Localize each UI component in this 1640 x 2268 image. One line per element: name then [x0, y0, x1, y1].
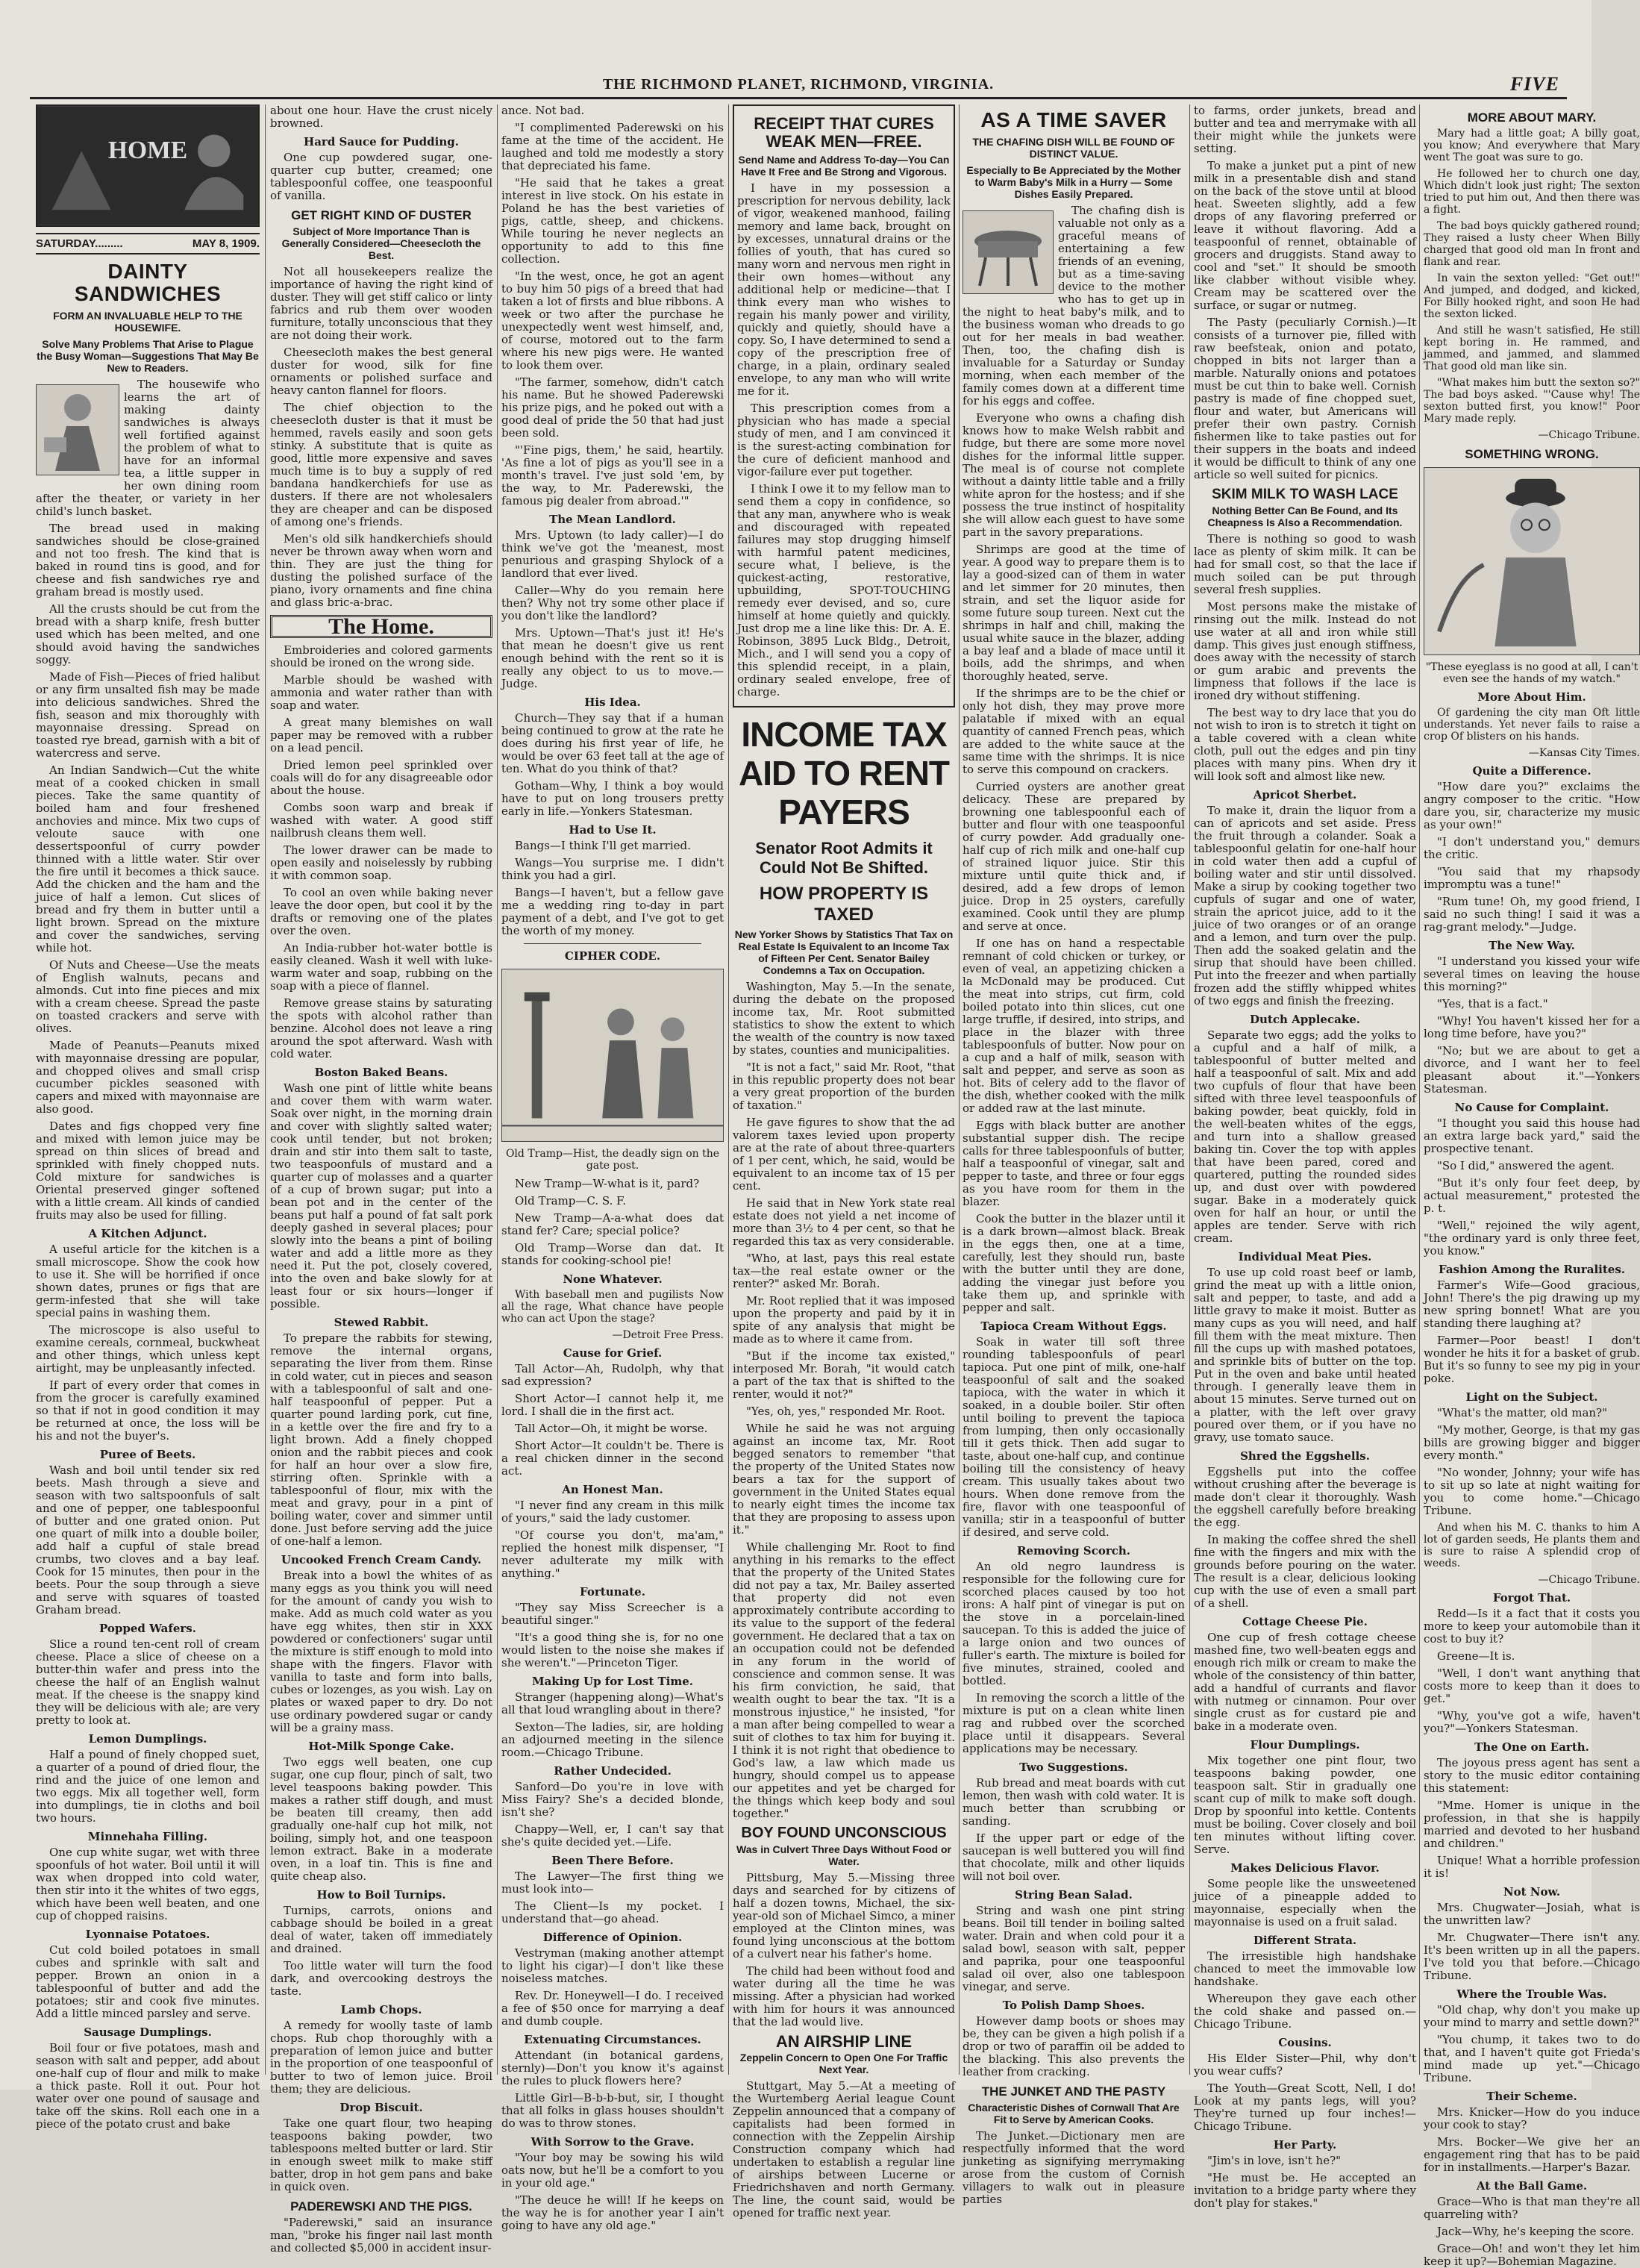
subhead: Different Strata. — [1253, 1934, 1357, 1947]
article-paragraph: "The deuce he will! If he keeps on the way he is for another year I ain't going to have any old age." — [501, 2193, 724, 2232]
poem: He followed her to church one day, Which didn't look just right; The sexton tried to put him out, And then there was a fight. — [1424, 168, 1640, 216]
article-paragraph: Combs soon warp and break if washed with water. A good stiff nailbrush cleans them well. — [270, 801, 492, 840]
headline-airship: AN AIRSHIP LINE — [775, 2032, 913, 2051]
subhead: Hot-Milk Sponge Cake. — [308, 1740, 454, 1753]
article-paragraph: Boil four or five potatoes, mash and season with salt and pepper, add about one-half cup of flour and milk to make a thick paste. Roll it out. Pour hot water over one pound of sausage and take off the skins. Roll each one in a piece of the potato crust and bake — [36, 2041, 260, 2131]
article-paragraph: Marble should be washed with ammonia and water rather than with soap and water. — [270, 673, 492, 712]
article-paragraph: Farmer's Wife—Good gracious, John! There's the pig drawing up my new spring bonnet! What are you standing there laughing at? — [1424, 1278, 1640, 1330]
article-paragraph: Wangs—You surprise me. I didn't think you had a girl. — [501, 856, 724, 882]
subhead: The One on Earth. — [1474, 1740, 1589, 1754]
article-paragraph: Mr. Chugwater—There isn't any. It's been written up in all the papers. I've told you that before.—Chicago Tribune. — [1424, 1931, 1640, 1982]
article-paragraph: Cheesecloth makes the best general duster for wood, silk for fine ornaments or polished surface and heavy canton flannel for floors. — [270, 346, 492, 397]
article-paragraph: Turnips, carrots, onions and cabbage should be boiled in a great deal of water, taken off immediately and drained. — [270, 1904, 492, 1955]
the-home-box — [270, 615, 492, 638]
subhead: A Kitchen Adjunct. — [88, 1227, 207, 1240]
poem-source: —Detroit Free Press. — [612, 1329, 724, 1341]
article-paragraph: If the shrimps are to be the chief or only hot dish, they may prove more palatable if mixed with an equal quantity of canned French peas, which are added to the white sauce at the same time with the shrimps. It is nice to serve this compound on crackers. — [963, 687, 1185, 776]
subhead: At the Ball Game. — [1476, 2179, 1588, 2193]
subhead: Stewed Rabbit. — [334, 1316, 429, 1329]
column-rule — [959, 104, 960, 2075]
article-paragraph: Washington, May 5.—In the senate, during the debate on the proposed income tax, Mr. Root submitted statistics to show the extent to which the wealth of the country is now taxed by states, counties and municipalities. — [733, 980, 955, 1057]
article-paragraph: The joyous press agent has sent a story to the music editor containing this statement: — [1424, 1756, 1640, 1795]
headline-something-wrong: SOMETHING WRONG. — [1465, 447, 1599, 461]
headline-boy-found: BOY FOUND UNCONSCIOUS — [741, 1825, 947, 1841]
article-paragraph: "Why, you've got a wife, haven't you?"—Yonkers Statesman. — [1424, 1709, 1640, 1735]
article-paragraph: There is nothing so good to wash lace as plenty of skim milk. It can be had for small cost, so that the lace if much soiled can be put through several fresh supplies. — [1194, 532, 1416, 596]
home-logo-text: HOME — [107, 137, 188, 165]
article-paragraph: "I thought you said this house had an extra large back yard," said the prospective tenant. — [1424, 1116, 1640, 1155]
subhead: No Cause for Complaint. — [1454, 1101, 1609, 1114]
column-rule — [728, 104, 729, 2075]
subhead: Tapioca Cream Without Eggs. — [980, 1319, 1167, 1333]
deck: HOW PROPERTY IS TAXED — [759, 884, 929, 925]
deck: Send Name and Address To-day—You Can Have It Free and Be Strong and Vigorous. — [738, 154, 950, 178]
article-paragraph: The bread used in making sandwiches should be close-grained and not too fresh. The kind that is baked in round tins is good, and for cheese and fish sandwiches rye and graham bread is mostly used. — [36, 522, 260, 599]
subhead: Apricot Sherbet. — [1253, 788, 1357, 802]
article-paragraph: "Paderewski," said an insurance man, "broke his finger nail last month and collected $5,000 in accident insur- — [270, 2216, 492, 2255]
subhead: Individual Meat Pies. — [1238, 1250, 1372, 1263]
subhead: Light on the Subject. — [1465, 1390, 1598, 1404]
article-paragraph: "No; but we are about to get a divorce, and I want her to feel pleasant about it."—Yonkers Statesman. — [1424, 1044, 1640, 1096]
article-paragraph: "Who, at last, pays this real estate tax—the real estate owner or the renter?" asked Mr. Borah. — [733, 1252, 955, 1290]
poem-source: —Kansas City Times. — [1528, 747, 1640, 759]
subhead: Had to Use It. — [569, 823, 657, 837]
article-paragraph: Short Actor—It couldn't be. There is a real chicken dinner in the second act. — [501, 1439, 724, 1478]
article-paragraph: The best way to dry lace that you do not wish to iron is to stretch it tight on a table covered with a clean white cloth, pull out the edges and pin tiny places with many pins. When dry it will look soft and almost like new. — [1194, 706, 1416, 783]
article-paragraph: Separate two eggs; add the yolks to a cupful and a half of milk, a tablespoonful of butter melted and half a teaspoonful of salt. Mix and add two cupfuls of flour that have been sifted with three level teaspoonfuls of baking powder, beat quickly, fold in the well-beaten whites of the eggs, and turn into a shallow greased baking tin. Cover the top with apples that have been pared, cored and quartered, putting the rounded sides up, and dust over with powdered sugar. Bake in a moderately quick oven for half an hour, or until the apples are tender. Serve with rich cream. — [1194, 1028, 1416, 1245]
article-paragraph: Grace—Oh! and won't they let him keep it up?—Bohemian Magazine. — [1424, 2242, 1640, 2268]
article-paragraph: Bangs—I haven't, but a fellow gave me a wedding ring to-day in part payment of a debt, and I've got to get the worth of my money. — [501, 886, 724, 937]
subhead: The New Way. — [1489, 939, 1575, 952]
subhead: Fashion Among the Ruralites. — [1439, 1263, 1625, 1276]
headline-dainty-sandwiches: DAINTY SANDWICHES — [74, 260, 222, 305]
poem: Mary had a little goat; A billy goat, you know; And everywhere that Mary went The goat was sure to go. — [1424, 128, 1640, 163]
subhead: Sausage Dumplings. — [84, 2025, 212, 2039]
article-paragraph: One cup of fresh cottage cheese mashed fine, two well-beaten eggs and enough rich milk or cream to make the whole of the consistency of thin batter, add a handful of currants and flavor with nutmeg or cinnamon. Pour over single crust as for custard pie and bake in a moderate oven. — [1194, 1631, 1416, 1733]
article-paragraph: Stranger (happening along)—What's all that loud wrangling about in there? — [501, 1690, 724, 1716]
subhead: Forgot That. — [1492, 1591, 1571, 1605]
article-paragraph: Half a pound of finely chopped suet, a quarter of a pound of dried flour, the rind and the juice of one lemon and two eggs. Mix all together well, form into dumplings, tie in cloths and boil two hours. — [36, 1748, 260, 1825]
article-paragraph: Caller—Why do you remain here then? Why not try some other place if you don't like the landlord? — [501, 584, 724, 622]
article-paragraph: Eggs with black butter are another substantial supper dish. The recipe calls for three tablespoonfuls of butter, half a teaspoonful of vinegar, salt and pepper to taste, and three or four eggs as you have room for them in the blazer. — [963, 1119, 1185, 1208]
subhead: More About Him. — [1477, 690, 1586, 704]
article-paragraph: The chief objection to the cheesecloth duster is that it must be hemmed, ravels easily and soon gets stinky. A substitute that is quite as good, little more expensive and saves much time is to buy a supply of red bandana handkerchiefs for use as dusters. If there are not wholesalers they are cheaper and can be disposed of among one's friends. — [270, 401, 492, 528]
article-paragraph: Dried lemon peel sprinkled over coals will do for any disagreeable odor about the house. — [270, 758, 492, 797]
article-paragraph: In removing the scorch a little of the mixture is put on a clean white linen rag and rubbed over the scorched place until it disappears. Several applications may be necessary. — [963, 1691, 1185, 1755]
article-paragraph: Rub bread and meat boards with cut lemon, then wash with cold water. It is much better than scrubbing or sanding. — [963, 1776, 1185, 1828]
subhead: Where the Trouble Was. — [1456, 1987, 1607, 2001]
headline-duster: GET RIGHT KIND OF DUSTER — [291, 208, 472, 222]
dateline-date: MAY 8, 1909. — [192, 237, 260, 250]
article-paragraph: The housewife who learns the art of making dainty sandwiches is always well fortified against the problem of what to have for an informal tea, a little supper in her own dining room after the theater, or variety in her child's lunch basket. — [36, 378, 260, 518]
article-paragraph: The lower drawer can be made to open easily and noiselessly by rubbing it with common soap. — [270, 843, 492, 882]
subhead: Fortunate. — [580, 1585, 645, 1599]
subhead: Makes Delicious Flavor. — [1230, 1861, 1380, 1875]
subhead: Lemon Dumplings. — [88, 1732, 207, 1746]
poem: Of gardening the city man Oft little understands. Yet never fails to raise a crop Of blisters on his hands. — [1424, 707, 1640, 743]
subhead: Uncooked French Cream Candy. — [281, 1553, 482, 1566]
article-paragraph: Some people like the unsweetened juice of a pineapple added to mayonnaise, especially when the mayonnaise is used on a fruit salad. — [1194, 1877, 1416, 1928]
article-paragraph: An old negro laundress is responsible for the following cure for scorched places caused by too hot irons: A half pint of vinegar is put on the stove in a porcelain-lined saucepan. To this is added the juice of a large onion and two ounces of fuller's earth. The mixture is boiled for five minutes, strained, cooled and bottled. — [963, 1560, 1185, 1687]
cartoon-caption: "These eyeglass is no good at all, I can't even see the hands of my watch." — [1425, 661, 1639, 685]
subhead: To Polish Damp Shoes. — [1002, 1999, 1145, 2012]
subhead: Flour Dumplings. — [1250, 1738, 1360, 1752]
article-paragraph: The irresistible high handshake chanced to meet the immovable low handshake. — [1194, 1949, 1416, 1988]
article-paragraph: While he said he was not arguing against an income tax, Mr. Root begged senators to remember "that the property of the United States now bears a tax for the support of government in the United States equal to nearly eight times the income tax that they are proposing to assess upon it." — [733, 1422, 955, 1537]
subhead: An Honest Man. — [562, 1483, 663, 1496]
article-paragraph: Curried oysters are another great delicacy. These are prepared by browning one tablespoonful each of butter and flour with one teaspoonful of curry powder. Add gradually one-half cup of rich milk and one-half cup of strained liquor juice. Stir this mixture until quite thick and, if desired, add a few drops of lemon juice. Drop in 25 oysters, carefully examined. Cook until they are plump and serve at once. — [963, 780, 1185, 933]
column-5 — [963, 104, 1185, 2206]
article-paragraph: "I complimented Paderewski on his fame at the time of the accident. He laughed and told me modestly a story that depreciated his fame. — [501, 121, 724, 172]
article-paragraph: Dates and figs chopped very fine and mixed with lemon juice may be spread on thin slices of bread and sprinkled with finely chopped nuts. Cold mixture for sandwiches is Oriental preserved ginger softened with a little cream. All kinds of candied fruits may also be used for filling. — [36, 1119, 260, 1222]
article-paragraph: The child had been without food and water during all the time he was missing. After a physician had worked with him for hours it was announced that the lad would live. — [733, 1964, 955, 2028]
article-paragraph: "Yes, that is a fact." — [1437, 997, 1548, 1010]
article-paragraph: He said that in New York state real estate does not yield a net income of more than 3½ to 4 per cent, so that he regarded this tax as very considerable. — [733, 1196, 955, 1248]
article-paragraph: The Junket.—Dictionary men are respectfully informed that the word junketing as signifying merrymaking arose from the custom of Cornish villagers to walk out in pleasure parties — [963, 2129, 1185, 2206]
article-paragraph: "What's the matter, old man?" — [1437, 1406, 1607, 1419]
article-paragraph: Slice a round ten-cent roll of cream cheese. Place a slice of cheese on a butter-thin wafer and press into the cheese the half of an English walnut meat. If the cheese is the snappy kind they will be delicious with ale; are very pretty to look at. — [36, 1637, 260, 1727]
subhead: Cousins. — [1278, 2036, 1332, 2049]
article-paragraph: "The farmer, somehow, didn't catch his name. But he showed Paderewski his prize pigs, and he poked out with a good deal of pride the 50 that had just been sold. — [501, 375, 724, 440]
article-paragraph: However damp boots or shoes may be, they can be given a high polish if a drop or two of paraffin oil be added to the blacking. This also prevents the leather from cracking. — [963, 2014, 1185, 2078]
column-rule — [1189, 104, 1190, 2075]
article-paragraph: Rev. Dr. Honeywell—I do. I received a fee of $50 once for marrying a deaf and dumb couple. — [501, 1989, 724, 2028]
article-paragraph: Remove grease stains by saturating the spots with alcohol rather than benzine. Alcohol does not leave a ring around the spot afterward. Wash with cold water. — [270, 996, 492, 1060]
article-paragraph: Too little water will turn the food dark, and overcooking destroys the taste. — [270, 1959, 492, 1998]
subhead: Cottage Cheese Pie. — [1242, 1615, 1368, 1628]
article-paragraph: "'Fine pigs, them,' he said, heartily. 'As fine a lot of pigs as you'll see in a month's travel. I've just sold 'em, by the way, to Mr. Paderewski, the famous pig dealer from abroad.'" — [501, 443, 724, 507]
article-paragraph: He gave figures to show that the ad valorem taxes levied upon property are at the rate of about three-quarters of 1 per cent, which, he said, would be equivalent to an income tax of 15 per cent. — [733, 1116, 955, 1193]
column-rule — [265, 104, 266, 2075]
article-paragraph: Mrs. Uptown—That's just it! He's that mean he doesn't give us rent enough behind with the rent so it is really any object to us to move.—Judge. — [501, 626, 724, 690]
article-paragraph: Jack—Why, he's keeping the score. — [1437, 2225, 1635, 2238]
subhead: Two Suggestions. — [1019, 1761, 1128, 1774]
article-paragraph: String and wash one pint string beans. Boil till tender in boiling salted water. Drain and when cold pour it a salad bowl, season with salt, pepper and paprika, pour one teaspoonful salad oil over, also one tablespoon vinegar, and serve. — [963, 1904, 1185, 1993]
home-logo — [36, 104, 260, 227]
column-rule — [497, 104, 498, 2075]
column-7 — [1424, 104, 1640, 2268]
subhead: Drop Biscuit. — [339, 2101, 423, 2114]
article-paragraph: Church—They say that if a human being continued to grow at the rate he does during his first year of life, he would be over 63 feet tall at the age of ten. What do you think of that? — [501, 711, 724, 775]
article-paragraph: The microscope is also useful to examine cereals, cornmeal, buckwheat and other things, which unless kept airtight, may be unpleasantly infected. — [36, 1323, 260, 1375]
deck: Zeppelin Concern to Open One For Traffic Next Year. — [739, 2052, 948, 2075]
article-paragraph: Wash and boil until tender six red beets. Mash through a sieve and season with two saltspoonfuls of salt and one of pepper, one tablespoonful of butter and one grated onion. Put one quart of milk into a double boiler, add half a cupful of stale bread crumbs, two cloves and a bay leaf. Cook for 15 minutes, then pour in the beets. Pour the soup through a sieve and serve with squares of toasted Graham bread. — [36, 1463, 260, 1616]
article-paragraph: "I understand you kissed your wife several times on leaving the house this morning?" — [1424, 955, 1640, 993]
subhead: How to Boil Turnips. — [316, 1888, 446, 1902]
article-paragraph: "They say Miss Screecher is a beautiful singer." — [501, 1601, 724, 1627]
article-paragraph: Old Tramp—C. S. F. — [515, 1194, 627, 1208]
poem: And still he wasn't satisfied, He still kept boring in. He rammed, and jammed, and jammed, and slammed That good old man like sin. — [1424, 325, 1640, 372]
article-paragraph: Take one quart flour, two heaping teaspoons baking powder, two tablespoons melted butter or lard. Stir in enough sweet milk to make stiff batter, drop in hot gem pans and bake in quick oven. — [270, 2117, 492, 2193]
article-paragraph: "I never find any cream in this milk of yours," said the lady customer. — [501, 1499, 724, 1525]
article-paragraph: To use up cold roast beef or lamb, grind the meat up with a little onion, salt and pepper, to taste, and add a little gravy to make it moist. Butter as many cups as you will need, and half fill them with the meat mixture. Then fill the cups up with mashed potatoes, and sprinkle bits of butter on the top. Put in the oven and bake until heated through. I generally leave them in about 15 minutes. Serve turned out on a platter, with the left over gravy poured over them, or if you have no gravy, use tomato sauce. — [1194, 1266, 1416, 1444]
article-paragraph: "Why! You haven't kissed her for a long time before, have you?" — [1424, 1014, 1640, 1040]
article-paragraph: New Tramp—A-a-what does dat stand fer? Care; special police? — [501, 1211, 724, 1237]
article-paragraph: Whereupon they gave each other the cold shake and passed on.—Chicago Tribune. — [1194, 1992, 1416, 2031]
article-paragraph: Wash one pint of little white beans and cover them with warm water. Soak over night, in the morning drain and cover with slightly salted water; cook until tender, but not broken; drain and stir into them salt to taste, two teaspoonfuls of mustard and a quarter cup of molasses and a quarter of a cup of brown sugar; put into a bean pot and in the center of the beans put half a pound of fat salt pork deeply gashed in several places; pour slowly into the beans a pint of boiling water and add a little more as they need it. Put the pot, closely covered, into the oven and bake slowly for at least four or six hours—longer if possible. — [270, 1081, 492, 1310]
article-paragraph: Mr. Root replied that it was imposed upon the property and paid by it in spite of any analysis that might be made as to where it came from. — [733, 1294, 955, 1346]
article-paragraph: Shrimps are good at the time of year. A good way to prepare them is to lay a good-sized can of them in water and let simmer for 20 minutes, then strain, and set the liquor aside for some future soup tureen. Next cut the shrimps in half and chill, making the usual white sauce in the blazer, adding a bay leaf and a blade of mace until it boils, add the shrimps, and when thoroughly heated, serve. — [963, 543, 1185, 683]
column-2 — [270, 104, 492, 2255]
article-paragraph: "Of course you don't, ma'am," replied the honest milk dispenser, "I never adulterate my milk with anything." — [501, 1528, 724, 1580]
article-paragraph: about one hour. Have the crust nicely browned. — [270, 104, 492, 130]
subhead: Removing Scorch. — [1016, 1544, 1131, 1558]
article-paragraph: Made of Fish—Pieces of fried halibut or any firm unsalted fish may be made into delicious sandwiches. Shred the fish, season and mix thoroughly with mayonnaise dressing. Spread on toasted rye bread, garnish with a bit of watercress and serve. — [36, 670, 260, 760]
column-6 — [1194, 104, 1416, 2210]
article-paragraph: "You said that my rhapsody impromptu was a tune!" — [1424, 865, 1640, 891]
article-paragraph: A useful article for the kitchen is a small microscope. Show the cook how to use it. She will be horrified if once shown dates, prunes or figs that are germ-infested that she will take special pains in washing them. — [36, 1243, 260, 1319]
article-paragraph: In making the coffee shred the shell fine with the fingers and mix with the grounds before pouring on the water. The result is a clear, delicious looking cup with the use of even a small part of a shell. — [1194, 1533, 1416, 1610]
article-paragraph: Mrs. Uptown (to lady caller)—I do think we've got the 'meanest, most penurious and grasping Shylock of a landlord that ever lived. — [501, 528, 724, 580]
article-paragraph: Greene—It is. — [1437, 1649, 1515, 1663]
deck: Solve Many Problems That Arise to Plague the Busy Woman—Suggestions That May Be New to Readers. — [37, 338, 259, 374]
article-paragraph: To make a junket put a pint of new milk in a presentable dish and stand on the back of the stove until at blood heat. Sweeten slightly, add a few drops of any flavoring preferred or leave it without flavoring. Add a teaspoonful of rennet, obtainable of grocers and druggists. Stand away to cool and "set." It should be smooth like clabber without visible whey. Cream may be scattered over the surface, or sugar or nutmeg. — [1194, 159, 1416, 312]
subhead: Been There Before. — [551, 1854, 674, 1867]
subhead: Popped Wafers. — [99, 1622, 196, 1635]
article-paragraph: Everyone who owns a chafing dish knows how to make Welsh rabbit and fudge, but there are some more novel dishes for the informal little supper. The meal is of course not complete without a dainty little table and a frilly white apron for the hostess; and if she possess the true instinct of hospitality she will allow each guest to have some part in the savory preparations. — [963, 411, 1185, 539]
article-paragraph: "In the west, once, he got an agent to buy him 50 pigs of a breed that had taken a lot of firsts and blue ribbons. A week or two after the purchase he unexpectedly went west himself, and, of course, motored out to the farm where his new pigs were. He wanted to look them over. — [501, 269, 724, 372]
subhead: His Idea. — [584, 696, 641, 709]
divider — [524, 943, 701, 944]
subhead-cipher-code: CIPHER CODE. — [564, 949, 661, 963]
poem: With baseball men and pugilists Now all the rage, What chance have people who can act Upon the stage? — [501, 1289, 724, 1325]
poem: And when his M. C. thanks to him A lot of garden seeds, He plants them and is sure to raise A splendid crop of weeds. — [1424, 1522, 1640, 1569]
subhead: Cause for Grief. — [563, 1346, 663, 1360]
article-paragraph: "But if the income tax existed," interposed Mr. Borah, "it would catch a part of the tax that is shifted to the renter, would it not?" — [733, 1349, 955, 1401]
article-paragraph: A remedy for woolly taste of lamb chops. Rub chop thoroughly with a preparation of lemon juice and butter in the proportion of one teaspoonful of butter to two of lemon juice. Broil them; they are delicious. — [270, 2019, 492, 2096]
poem-source: —Chicago Tribune. — [1538, 1574, 1640, 1586]
article-paragraph: Grace—Who is that man they're all quarreling with? — [1424, 2195, 1640, 2221]
subhead: Minnehaha Filling. — [87, 1830, 208, 1843]
article-paragraph: "It is not a fact," said Mr. Root, "that in this republic property does not bear a very great proportion of the burden of taxation." — [733, 1060, 955, 1112]
subhead: Difference of Opinion. — [542, 1931, 683, 1944]
article-paragraph: If the upper part or edge of the saucepan is well buttered you will find that chocolate, milk and other liquids will not boil over. — [963, 1831, 1185, 1883]
article-paragraph: If one has on hand a respectable remnant of cold chicken or turkey, or even of veal, an appetizing chicken a la McDonald may be produced. Cut the meat into strips, cut firm, cold boiled potato into thin slices, cut one large truffle, if desired, into strips, and place in the blazer with three tablespoonfuls of butter. Now pour on a cup and a half of milk, season with salt and pepper, and serve as soon as hot. Bits of celery add to the flavor of the dish, whether cooked with the milk or added raw at the last minute. — [963, 937, 1185, 1115]
the-home-title: The Home. — [328, 614, 434, 639]
article-paragraph: While challenging Mr. Root to find anything in his remarks to the effect that the property of the United States did not pay a tax, Mr. Bailey asserted that property did not even approximately contribute according to its value to the support of the federal government. He declared that a tax on an occupation could not be defended in any forum in the world of conscience and common sense. It was his firm conviction, he said, that wealth ought to bear the tax. "It is a monstrous injustice," he insisted, "for a man after being compelled to wear a suit of clothes to tax him for buying it. I think it is not right that obedience to God's law, a law which made us hungry, should compel us to appease our appetites and yet be charged for the things which keep body and soul together." — [733, 1540, 955, 1820]
article-paragraph: Cook the butter in the blazer until it is a dark brown—almost black. Break in the eggs then, one at a time, carefully, lest they should run, baste with the butter until they are done, adding the vinegar just before you take them up, and sprinkle with pepper and salt. — [963, 1212, 1185, 1314]
article-paragraph: Sanford—Do you're in love with Miss Fairy? She's a decided blonde, isn't she? — [501, 1780, 724, 1819]
article-paragraph: A great many blemishes on wall paper may be removed with a rubber on a lead pencil. — [270, 716, 492, 755]
masthead — [30, 72, 1567, 99]
deck: FORM AN INVALUABLE HELP TO THE HOUSEWIFE. — [53, 310, 242, 334]
column-1 — [36, 104, 260, 2131]
article-paragraph: "I don't understand you," demurs the critic. — [1424, 835, 1640, 861]
deck: Senator Root Admits it Could Not Be Shifted. — [755, 839, 933, 877]
article-paragraph: New Tramp—W-what is it, pard? — [515, 1177, 700, 1190]
deck: Subject of More Importance Than is Generally Considered—Cheesecloth the Best. — [281, 225, 481, 261]
article-paragraph: "But it's only four feet deep, by actual measurement," protested the p. t. — [1424, 1176, 1640, 1215]
article-paragraph: Not all housekeepers realize the importance of having the right kind of duster. They will get stiff calico or linty fabrics and rub them over wooden furniture, totally unconscious that they are not doing their work. — [270, 265, 492, 342]
article-paragraph: Made of Peanuts—Peanuts mixed with mayonnaise dressing are popular, and chopped olives and small crisp cucumber pickles seasoned with capers and mixed with mayonnaise are also good. — [36, 1039, 260, 1116]
subhead: Hard Sauce for Pudding. — [304, 135, 459, 149]
article-paragraph: "My mother, George, is that my gas bills are growing bigger and bigger every month." — [1424, 1423, 1640, 1462]
dateline — [36, 233, 260, 254]
article-paragraph: To make it, drain the liquor from a can of apricots and set aside. Press the fruit through a colander. Soak a tablespoonful gelatin for one-half hour in cold water then add a cupful of boiling water and stir until dissolved. Make a sirup by cooking together two cupfuls of sugar and one of water, strain the apricot juice, add to it the juice of two oranges or of an orange and a lemon, and turn over the pulp. Then add the soaked gelatin and the sirup that should have been chilled. Put into the freezer and when partially frozen add the stiffly whipped whites of two eggs and finish the freezing. — [1194, 804, 1416, 1008]
article-paragraph: Tall Actor—Oh, it might be worse. — [515, 1422, 708, 1435]
article-paragraph: Little Girl—B-b-b-but, sir, I thought that all folks in glass houses shouldn't do was to throw stones. — [501, 2091, 724, 2130]
headline-receipt: RECEIPT THAT CURES WEAK MEN—FREE. — [754, 114, 934, 151]
subhead: Making Up for Lost Time. — [531, 1675, 694, 1688]
subhead: Quite a Difference. — [1472, 764, 1592, 778]
headline-time-saver: AS A TIME SAVER — [980, 108, 1167, 131]
article-paragraph: Men's old silk handkerchiefs should never be thrown away when worn and thin. They are just the thing for dusting the polished surface of the piano, ivory ornaments and fine china and glass bric-a-brac. — [270, 532, 492, 609]
subhead: Extenuating Circumstances. — [524, 2033, 701, 2046]
article-paragraph: Eggshells put into the coffee without crushing after the beverage is made don't clear it thoroughly. Wash the eggshell carefully before breaking the egg. — [1194, 1465, 1416, 1529]
article-paragraph: Farmer—Poor beast! I don't wonder he hits it for a basket of grub. But it's so funny to see my pig in your poke. — [1424, 1334, 1640, 1385]
poem: "What makes him butt the sexton so?" The bad boys asked. "'Cause why! The sexton butted first, you know!" Poor Mary made reply. — [1424, 377, 1640, 425]
deck: New Yorker Shows by Statistics That Tax on Real Estate Is Equivalent to an Income Tax of Fifteen Per Cent. Senator Bailey Condemns a Tax on Occupation. — [734, 928, 954, 976]
article-paragraph: "How dare you?" exclaims the angry composer to the critic. "How dare you, sir, characterize my music as your own!" — [1424, 780, 1640, 831]
subhead: String Bean Salad. — [1015, 1888, 1133, 1902]
headline-mary: MORE ABOUT MARY. — [1467, 110, 1597, 125]
article-paragraph: All the crusts should be cut from the bread with a sharp knife, fresh butter used which has been melted, and one should avoid having the sandwiches soggy. — [36, 602, 260, 666]
article-paragraph: Old Tramp—Worse dan dat. It stands for cooking-school pie! — [501, 1241, 724, 1267]
poem: The bad boys quickly gathered round; They raised a lusty cheer When Billy charged that good old man In front and flank and rear. — [1424, 220, 1640, 268]
article-paragraph: Vestryman (making another attempt to light his cigar)—I don't like these noiseless matches. — [501, 1946, 724, 1985]
article-paragraph: The Client—Is my pocket. I understand that—go ahead. — [501, 1899, 724, 1925]
article-paragraph: Most persons make the mistake of rinsing out the milk. Instead do not use water at all and iron while still damp. This gives just enough stiffness, does away with the necessity of starch or gum arabic and prevents the limpness that follows if the lace is ironed dry without stiffening. — [1194, 600, 1416, 702]
article-paragraph: Soak in water till soft three rounding tablespoonfuls of pearl tapioca. Put one pint of milk, one-half teaspoonful of salt and the soaked tapioca, with the water in which it soaked, in a double boiler. Stir often until boiling to prevent the tapioca from lumping, then only occasionally till it gets thick. Then add sugar to taste, about one-half cup, and continue boiling till the consistency of heavy cream. This usually takes about two hours. When done remove from the fire, flavor with one teaspoonful of vanilla; stir in a teaspoonful of butter if desired, and serve cold. — [963, 1335, 1185, 1539]
article-paragraph: Gotham—Why, I think a boy would have to put on long trousers pretty early in life.—Yonkers Statesman. — [501, 779, 724, 818]
article-paragraph: "It's a good thing she is, for no one would listen to the noise she makes if she weren't."—Princeton Tiger. — [501, 1631, 724, 1669]
article-paragraph: "He said that he takes a great interest in live stock. On his estate in Poland he has the best varieties of pigs, cattle, sheep, and chickens. While touring he never neglects an opportunity to add to this fine collection. — [501, 176, 724, 266]
subhead: Their Scheme. — [1486, 2090, 1577, 2103]
subhead: Shred the Eggshells. — [1240, 1449, 1370, 1463]
chafing-dish-illustration — [963, 210, 1054, 294]
article-paragraph: "Rum tune! Oh, my good friend, I said no such thing! I said it was a rag-grant melody."—Judge. — [1424, 895, 1640, 934]
poem-source: —Chicago Tribune. — [1538, 429, 1640, 441]
article-paragraph: Unique! What a horrible profession it is! — [1424, 1854, 1640, 1880]
illustration-caption: Old Tramp—Hist, the deadly sign on the gate post. — [505, 1148, 720, 1172]
subhead: Boston Baked Beans. — [314, 1066, 448, 1079]
tramps-illustration — [501, 969, 724, 1142]
article-paragraph: Redd—Is it a fact that it costs you more to keep your automobile than it cost to buy it? — [1424, 1607, 1640, 1646]
subhead: None Whatever. — [563, 1272, 663, 1286]
column-3 — [501, 104, 724, 2232]
article-paragraph: ance. Not bad. — [501, 104, 585, 117]
article-paragraph: Tall Actor—Ah, Rudolph, why that sad expression? — [501, 1362, 724, 1388]
article-paragraph: His Elder Sister—Phil, why don't you wear cuffs? — [1194, 2052, 1416, 2078]
article-paragraph: "Your boy may be sowing his wild oats now, but he'll be a comfort to you in your old age." — [501, 2151, 724, 2190]
headline-junket-pasty: THE JUNKET AND THE PASTY — [981, 2084, 1166, 2099]
article-paragraph: I have in my possession a prescription for nervous debility, lack of vigor, weakened manhood, failing memory and lame back, brought on by excesses, unnatural drains or the follies of youth, that has cured so many worn and nervous men right in their own homes—without any additional help or medicine—that I think every man who wishes to regain his manly power and virility, quickly and quietly, should have a copy. So, I have determined to send a copy of the prescription free of charge, in a plain, ordinary sealed envelope, to any man who will write me for it. — [737, 181, 951, 398]
article-paragraph: The Pasty (peculiarly Cornish.)—It consists of a turnover pie, filled with raw beefsteak, onion and potato, chopped in bits not larger than a marble. Naturally onions and potatoes must be cut thin to bake well. Cornish pastry is made of fine chopped suet, flour and water, but Americans will prefer their own pastry. Cornish fishermen like to take pasties out for their suppers in the boats and indeed it would be difficult to think of any one article so well suited for picnics. — [1194, 316, 1416, 481]
article-paragraph: Mix together one pint flour, two teaspoons baking powder, one teaspoon salt. Stir in gradually one scant cup of milk to make soft dough. Drop by spoonful into kettle. Contents must be boiling. Cover closely and boil ten minutes without lifting cover. Serve. — [1194, 1754, 1416, 1856]
article-paragraph: Mrs. Knicker—How do you induce your cook to stay? — [1424, 2105, 1640, 2131]
masthead-title: THE RICHMOND PLANET, RICHMOND, VIRGINIA. — [602, 76, 995, 93]
article-paragraph: "Old chap, why don't you make up your mind to marry and settle down?" — [1424, 2003, 1640, 2029]
article-paragraph: Embroideries and colored garments should be ironed on the wrong side. — [270, 643, 492, 669]
article-paragraph: I think I owe it to my fellow man to send them a copy in confidence, so that any man, anywhere who is weak and discouraged with repeated failures may stop drugging himself with harmful patent medicines, secure what, I believe, is the quickest-acting, restorative, upbuilding, SPOT-TOUCHING remedy ever devised, and so, cure himself at home quietly and quickly. Just drop me a line like this: Dr. A. E. Robinson, 3895 Luck Bldg., Detroit, Mich., and I will send you a copy of this splendid receipt, in a plain, ordinary sealed envelope, free of charge. — [737, 482, 951, 699]
article-paragraph: Sexton—The ladies, sir, are holding an adjourned meeting in the silence room.—Chicago Tribune. — [501, 1720, 724, 1759]
article-paragraph: "No wonder, Johnny; your wife has to sit up so late at night waiting for you to come home."—Chicago Tribune. — [1424, 1466, 1640, 1517]
article-paragraph: "Well," rejoined the wily agent, "the ordinary yard is only three feet, you know." — [1424, 1219, 1640, 1258]
subhead: Dutch Applecake. — [1250, 1013, 1360, 1026]
article-paragraph: Pittsburg, May 5.—Missing three days and searched for by citizens of half a dozen towns, Michael, the six-year-old son of Michael Simco, a miner employed at the Clinton mines, was found lying unconscious at the bottom of a culvert near his father's home. — [733, 1871, 955, 1961]
article-paragraph: Short Actor—I cannot help it, me lord. I shall die in the first act. — [501, 1392, 724, 1418]
article-paragraph: One cup white sugar, wet with three spoonfuls of hot water. Boil until it will wax when dropped into cold water, then stir into it the whites of two eggs, which have been well beaten, and one cup of chopped raisins. — [36, 1846, 260, 1922]
deck: Nothing Better Can Be Found, and Its Cheapness Is Also a Recommendation. — [1207, 504, 1403, 528]
article-paragraph: The chafing dish is valuable not only as a graceful means of entertaining a few friends of an evening, but as a time-saving device to the mother who has to get up in the night to heat baby's milk, and to the business woman who dreads to go out for her meals in bad weather. Then, too, the chafing dish is invaluable for a Saturday or Sunday morning, when each member of the family comes down at a different time for his eggs and coffee. — [963, 204, 1185, 407]
column-4 — [733, 104, 955, 2219]
article-paragraph: An India-rubber hot-water bottle is easily cleaned. Wash it well with luke-warm water and soap, rubbing on the soap with a piece of flannel. — [270, 941, 492, 993]
article-paragraph: "He must be. He accepted an invitation to a bridge party where they don't play for stakes." — [1194, 2171, 1416, 2210]
eyeglass-cartoon — [1424, 467, 1640, 655]
article-paragraph: To prepare the rabbits for stewing, remove the internal organs, separating the liver from them. Rinse in cold water, cut in pieces and season with a tablespoonful of salt and one-half teaspoonful of pepper. Put a quarter pound larding pork, cut fine, in a kettle over the fire and fry to a light brown. Add a finely chopped onion and the rabbit pieces and cook for half an hour over a slow fire, stirring often. Sprinkle with a tablespoonful of flour, mix with the meat and gravy, pour in a pint of boiling water, cover and simmer until done. Just before serving add the juice of one-half a lemon. — [270, 1331, 492, 1548]
subhead: Not Now. — [1503, 1885, 1561, 1899]
deck: Especially to Be Appreciated by the Mother to Warm Baby's Milk in a Hurry — Some Dishes Easily Prepared. — [966, 164, 1181, 200]
article-paragraph: "Jim's in love, isn't he?" — [1207, 2154, 1342, 2167]
subhead: Rather Undecided. — [554, 1764, 672, 1778]
subhead: Lamb Chops. — [340, 2003, 422, 2016]
subhead: With Sorrow to the Grave. — [531, 2135, 695, 2149]
article-paragraph: to farms, order junkets, bread and butter and tea and merrymake with all their might while the junkets were setting. — [1194, 104, 1416, 155]
article-paragraph: "You chump, it takes two to do that, and I haven't quite got Frieda's mind made up yet."—Chicago Tribune. — [1424, 2033, 1640, 2084]
article-paragraph: "Well, I don't want anything that costs more to keep than it does to get." — [1424, 1666, 1640, 1705]
article-paragraph: If part of every order that comes in from the grocer is carefully examined so that if not in good condition it may be returned at once, the loss will be his and not the buyer's. — [36, 1378, 260, 1443]
dateline-day: SATURDAY......... — [36, 237, 123, 250]
article-paragraph: One cup powdered sugar, one-quarter cup butter, creamed; one tablespoonful coffee, one teaspoonful of vanilla. — [270, 151, 492, 202]
article-paragraph: "So I did," answered the agent. — [1437, 1159, 1615, 1172]
article-paragraph: "Mme. Homer is unique in the profession, in that she is happily married and devoted to her husband and children." — [1424, 1799, 1640, 1850]
subhead: The Mean Landlord. — [549, 513, 676, 526]
article-paragraph: Bangs—I think I'll get married. — [515, 839, 691, 852]
subhead: Puree of Beets. — [99, 1448, 196, 1461]
subhead: Her Party. — [1273, 2138, 1337, 2152]
article-paragraph: Attendant (in botanical gardens, sternly)—Don't you know it's against the rules to pluck flowers here? — [501, 2049, 724, 2087]
poem: In vain the sexton yelled: "Get out!" And jumped, and dodged, and kicked, For Billy hooked right, and soon He had the sexton licked. — [1424, 272, 1640, 320]
article-paragraph: The Youth—Great Scott, Nell, I do! Look at my pants legs, will you? They're turned up four inches!—Chicago Tribune. — [1194, 2081, 1416, 2133]
advertisement-box — [733, 104, 955, 707]
article-paragraph: Stuttgart, May 5.—At a meeting of the Wurtemberg Aerial league Count Zeppelin announced that a company of capitalists had been formed in connection with the Zeppelin Airship Construction company which had undertaken to establish a regular line of airships between Lucerne or Friedrichshaven and north Germany. The line, the count said, would be opened for traffic next year. — [733, 2079, 955, 2219]
headline-paderewski: PADEREWSKI AND THE PIGS. — [290, 2199, 472, 2214]
article-paragraph: An Indian Sandwich—Cut the white meat of a cooked chicken in small pieces. Take the same quantity of boiled ham and four freshened anchovies and mince. Mix two cups of veloute sauce with one dessertspoonful of curry powder thinned with a little water. Stir over the fire until it becomes a thick sauce. Add the chicken and the ham and the juice of half a lemon. Cut slices of bread and fry them in butter until a light brown. Spread on the mixture and cover the sandwiches, serving while hot. — [36, 763, 260, 955]
article-paragraph: Mrs. Chugwater—Josiah, what is the unwritten law? — [1424, 1901, 1640, 1927]
column-rule — [1419, 104, 1420, 2075]
article-paragraph: Cut cold boiled potatoes in small cubes and sprinkle with salt and pepper. Brown an onion in a tablespoonful of butter and add the potatoes; stir and cook five minutes. Add a little minced parsley and serve. — [36, 1943, 260, 2020]
headline-skim-milk: SKIM MILK TO WASH LACE — [1212, 487, 1398, 502]
article-paragraph: Mrs. Bocker—We give her an engagement ring that has to be paid for in installments.—Harper's Bazar. — [1424, 2135, 1640, 2174]
article-paragraph: This prescription comes from a physician who has made a special study of men, and I am convinced it is the surest-acting combination for the cure of deficient manhood and vigor-failure ever put together. — [737, 402, 951, 478]
deck: Was in Culvert Three Days Without Food or Water. — [736, 1843, 951, 1867]
page-label: FIVE — [1509, 73, 1559, 95]
deck: Characteristic Dishes of Cornwall That Are Fit to Serve by American Cooks. — [968, 2102, 1180, 2125]
article-paragraph: Chappy—Well, er, I can't say that she's quite decided yet.—Life. — [501, 1822, 724, 1849]
article-paragraph: Two eggs well beaten, one cup sugar, one cup flour, pinch of salt, two level teaspoons baking powder. This makes a rather stiff dough, and must be beaten till creamy, then add gradually one-half cup hot milk, not boiling, simply hot, and one teaspoon lemon extract. Bake in a moderate oven, in a loaf tin. This is fine and quite cheap also. — [270, 1755, 492, 1883]
housewife-illustration — [36, 384, 119, 475]
deck: THE CHAFING DISH WILL BE FOUND OF DISTINCT VALUE. — [972, 136, 1175, 160]
subhead: Lyonnaise Potatoes. — [85, 1928, 210, 1941]
article-paragraph: Break into a bowl the whites of as many eggs as you think you will need for the amount of candy you wish to make. Add as much cold water as you have egg whites, then stir in XXX powdered or confectioners' sugar until the mixture is stiff enough to mold into shape with the fingers. Flavor with vanilla to taste and form into balls, cubes or lozenges, as you wish. Lay on plates or waxed paper to dry. Do not use ordinary powdered sugar or candy will be a grainy mass. — [270, 1569, 492, 1734]
article-paragraph: To cool an oven while baking never leave the door open, but cool it by the drafts or removing one of the plates over the oven. — [270, 886, 492, 937]
article-paragraph: "Yes, oh, yes," responded Mr. Root. — [746, 1405, 945, 1418]
article-paragraph: Of Nuts and Cheese—Use the meats of English walnuts, pecans and almonds. Cut into fine pieces and mix with a cream cheese. Spread the paste on toasted crackers and serve with olives. — [36, 958, 260, 1035]
home-logo-illustration — [37, 106, 258, 225]
headline-income-tax: INCOME TAX AID TO RENT PAYERS — [738, 715, 950, 831]
article-paragraph: The Lawyer—The first thing we must look into— — [501, 1869, 724, 1896]
